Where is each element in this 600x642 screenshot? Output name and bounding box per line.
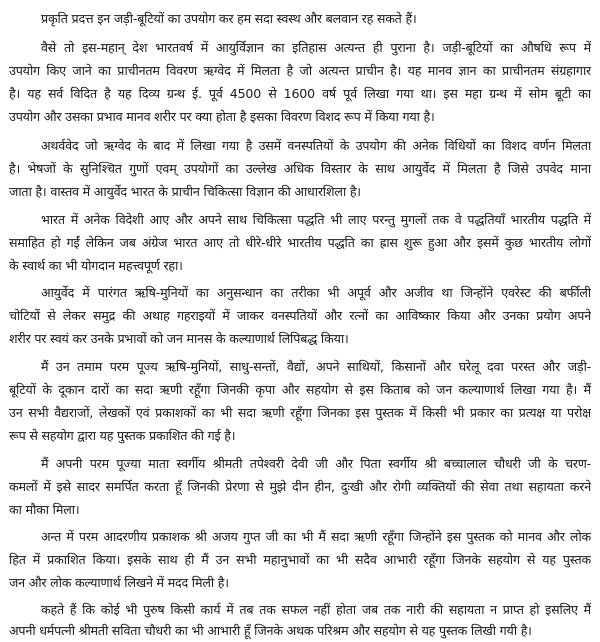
text-line: चोटियों से लेकर समुद्र की अथाह गहराइयों में जाकर वनस्पतियों और रत्नों का आविष्कार किया और उनका प्रयोग अपने (9, 308, 591, 323)
text-line: रूप से सहयोग द्वारा यह पुस्तक प्रकाशित की गई है। (9, 428, 236, 443)
text-line: जाता है। वास्तव में आयुर्वेद भारत के प्राचीन चिकित्सा विज्ञान की आधारशिला है। (9, 184, 361, 199)
text-line: है। भेषजों के सुनिश्चित गुणों एवम् उपयोगों का उल्लेख अधिक विस्तार के साथ आयुर्वेद में मिलता है जिसे उपवेद माना (9, 161, 591, 176)
text-line: मैं अपनी परम पूज्या माता स्वर्गीय श्रीमती तपेश्वरी देवी जी और पिता स्वर्गीय श्री बच्चालाल चौधरी जी के चरण- (41, 456, 591, 471)
text-line: उपयोग और उसका प्रभाव मानव शरीर पर क्या होता है इसका विवरण विशद रूप में किया गया है। (9, 109, 435, 124)
text-line: उपयोग किए जाने का प्राचीनतम विवरण ऋग्वेद में मिलता है जो अत्यन्त प्राचीन है। यह मानव ज्ञान का प्राचीनतम संग्रहागार (9, 63, 591, 78)
text-line: है। यह सर्व विदित है यह दिव्य ग्रन्थ ई. पूर्व 4500 से 1600 वर्ष पूर्व लिखा गया था। इस महा ग्रन्थ में सोम बूटी का (9, 86, 591, 101)
text-line: हित में प्रकाशित किया। इसके साथ ही मैं उन सभी महानुभावों का भी सदैव आभारी रहूँगा जिनके सहयोग से यह पुस्तक (9, 552, 591, 567)
text-line: मैं उन तमाम परम पूज्य ऋषि-मुनियों, साधु-सन्तों, वैद्यों, अपने साथियों, किसानों और घरेलू दवा परस्त और जड़ी- (41, 359, 591, 374)
text-line: का मौका मिला। (9, 502, 80, 517)
text-line: अथर्ववेद जो ऋग्वेद के बाद में लिखा गया है उसमें वनस्पतियों के उपयोग की अनेक विधियों का विशद वर्णन मिलता (41, 138, 591, 153)
text-line: अन्त में परम आदरणीय प्रकाशक श्री अजय गुप्त जी का भी मैं सदा ऋणी रहूँगा जिन्होंने इस पुस्तक को मानव और लोक (41, 529, 591, 544)
text-line: भारत में अनेक विदेशी आए और अपने साथ चिकित्सा पद्धति भी लाए परन्तु मुगलों तक वे पद्धतियाँ भारतीय पद्धति में (41, 212, 591, 227)
text-line: आयुर्वेद में पारंगत ऋषि-मुनियों का अनुसन्धान का तरीका भी अपूर्व और अजीव था जिन्होंने एवरेस्ट की बर्फीली (41, 285, 591, 300)
text-line: वैसे तो इस-महान् देश भारतवर्ष में आयुर्विज्ञान का इतिहास अत्यन्त ही पुराना है। जड़ी-बूटियों का औषधि रूप में (41, 40, 591, 55)
text-line: जन और लोक कल्याणार्थ लिखने में मदद मिली है। (9, 575, 229, 590)
text-line: समाहित हो गईं लेकिन जब अंग्रेज भारत आए तो धीरे-धीरे भारतीय पद्धति का ह्रास शुरू हुआ और इसमें कुछ भारतीय लोगों (9, 235, 591, 250)
text-line: अपनी धर्मपत्नी श्रीमती सविता चौधरी का भी आभारी हूँ जिनके अथक परिश्रम और सहयोग से यह पुस्तक लिखी गयी है। (9, 623, 532, 638)
text-line: शरीर पर स्वयं कर उनके प्रभावों को जन मानस के कल्याणार्थ लिपिबद्ध किया। (9, 331, 349, 346)
text-line: कमलों में इसे सादर समर्पित करता हूँ जिनकी प्रेरणा से मुझे दीन हीन, दुःखी और रोगी व्यक्तियों की सेवा तथा सहायता करने (9, 479, 591, 494)
text-line: कहते हैं कि कोई भी पुरुष किसी कार्य में तब तक सफल नहीं होता जब तक नारी की सहायता न प्राप्त हो इसलिए मैं (41, 602, 591, 617)
text-line: उन सभी वैद्यराजों, लेखकों एवं प्रकाशकों का भी सदा ऋणी रहूँगा जिनका इस पुस्तक में किसी भी प्रकार का प्रत्यक्ष या परोक्ष (9, 405, 591, 420)
text-line: प्रकृति प्रदत्त इन जड़ी-बूटियों का उपयोग कर हम सदा स्वस्थ और बलवान रह सकते हैं। (41, 11, 417, 26)
text-line: के स्वार्थ का भी योगदान महत्त्वपूर्ण रहा। (9, 258, 183, 273)
text-line: बूटियों के दूकान दारों का सदा ऋणी रहूँगा जिनकी कृपा और सहयोग से इस किताब को जन कल्याणार्थ लिखा गया है। मैं (9, 382, 591, 397)
